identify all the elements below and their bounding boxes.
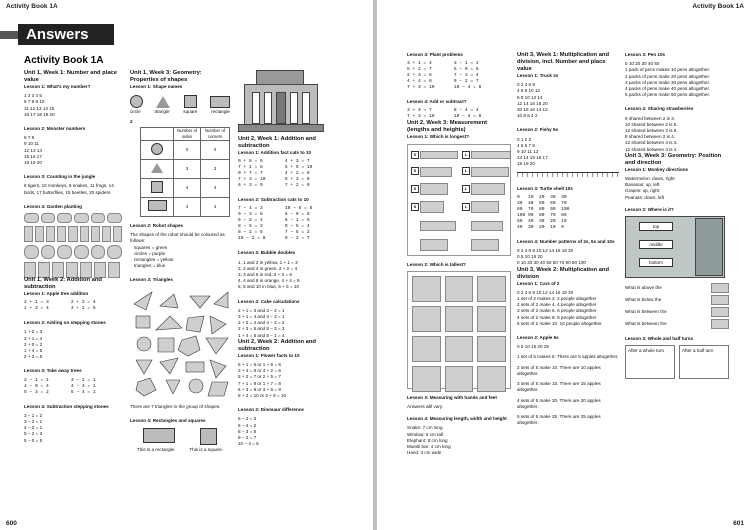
- answer-row: Window: 6 cm tall: [407, 431, 443, 437]
- answer-row: 6 + 3 = 9 7 + 2 = 9: [238, 183, 310, 189]
- item-image: [477, 276, 506, 302]
- answer-row: 0 10 20 30 40 50: [625, 61, 660, 67]
- answer-list: [238, 159, 340, 189]
- answer-row: 1, 1 and 2 in yellow, 1 + 1 = 2: [238, 259, 298, 265]
- answer-row: 1 pack of pens makes 10 pens altogether.: [625, 67, 711, 73]
- lesson-title: Lesson 1: Monkey directions: [625, 166, 689, 172]
- answer-row: 8 − 2 = 6 7 − 5 = 2: [238, 230, 310, 236]
- answer-row: 0 2 4 6 8 10 12 14 16 18 20: [517, 248, 574, 254]
- answer-row: 5 sets of 5 make 25. There are 25 apples altogether.: [517, 413, 601, 426]
- answer-row: 3 sets of 2 make 6. 6 people altogether: [517, 308, 597, 314]
- rectangle-icon: [143, 428, 175, 443]
- answer-row: 4 5 6 7 8: [517, 142, 535, 148]
- answer-row: 2 − 1 = 1 3 − 2 = 1: [24, 377, 96, 383]
- answer-row: 6 − 4 = 2: [238, 422, 257, 428]
- answer-list: [24, 93, 122, 118]
- answer-row: 7 + 1 = 8 or 1 + 7 = 8: [238, 380, 281, 386]
- answer-list: [24, 329, 122, 360]
- running-head-right: Activity Book 1A: [692, 3, 744, 10]
- lesson-title: Lesson 1: Addition fact cats to 10: [238, 150, 312, 155]
- answer-mark: L: [462, 203, 470, 211]
- answer-row: 15 16 17: [24, 153, 42, 159]
- answer-picture: [711, 295, 729, 305]
- lesson-title: Lesson 2: Where is it?: [625, 206, 674, 212]
- answer-text: 6 tigers, 10 monkeys, 8 snakes, 11 frogs, 14 birds, 17 butterflies, 15 beetles, 20 spiders: [24, 183, 114, 195]
- shape-name: square: [183, 109, 198, 115]
- answer-row: 6 + 3 = 9 or 3 + 6 = 9: [238, 386, 281, 392]
- item-image: [445, 336, 474, 362]
- lesson-title: Lesson 2: Apple 5s: [517, 335, 559, 341]
- answer-picture: [711, 319, 729, 329]
- answer-list: [517, 195, 619, 231]
- question-row: [625, 282, 729, 294]
- answer-row: Elephant: 8 cm long: [407, 437, 448, 443]
- answer-row: 3 packs of pens make 30 pens altogether.: [625, 79, 711, 85]
- answers-banner: Answers: [18, 24, 114, 45]
- answer-row: 10 shared between 2 is 5.: [625, 121, 678, 127]
- answer-row: 5 − 2 = 3: [238, 416, 257, 422]
- lesson-title: Lesson 3: Whole and half turns: [625, 336, 694, 342]
- answer-mark: S: [411, 203, 419, 211]
- item-image: [412, 306, 441, 332]
- unit-heading: Unit 3, Week 2: Multiplication and division: [517, 266, 610, 280]
- circle-icon: [151, 143, 163, 155]
- answer-row: 0 + 6 = 6 4 + 3 = 7: [238, 159, 310, 165]
- rect-square-captions: [130, 447, 230, 453]
- answer-row: 9 − 3 = 6 8 − 0 = 8: [238, 212, 310, 218]
- table-row: 3 3: [141, 160, 230, 179]
- caption: This is a square.: [189, 447, 224, 453]
- answer-row: 5 − 2 = 3: [24, 431, 43, 437]
- lesson-title: Lesson 2: Subtraction cats to 10: [238, 197, 309, 203]
- list-item: triangles = blue: [134, 263, 166, 269]
- unit-heading: Unit 1, Week 3: Geometry: Properties of shapes: [130, 70, 202, 83]
- answer-row: 1 + 4 = 5 and 5 − 1 = 4: [238, 332, 285, 338]
- lesson-title: Lesson 2: Fishy 5s: [517, 127, 559, 133]
- item-image: [420, 201, 444, 213]
- answer-row: 2 + 1 = 3 and 3 − 2 = 1: [238, 307, 285, 313]
- answer-row: 6 shared between 2 is 3.: [625, 115, 676, 121]
- lesson-title: Lesson 4: Add or subtract?: [407, 99, 467, 105]
- item-image: [420, 221, 456, 231]
- answer-list: [238, 416, 340, 447]
- item-image: [420, 167, 452, 177]
- answer-row: 10 8 6 4 2: [517, 113, 538, 119]
- question-text: What is below the: [625, 296, 662, 302]
- turn-label: After a half turn: [682, 348, 714, 354]
- answer-row: 20 18 16 14 12: [517, 107, 548, 113]
- item-image: [412, 276, 441, 302]
- lesson-title: Lesson 4: Measuring length, width and height: [407, 416, 507, 422]
- question-text: What is between the: [625, 320, 667, 326]
- lesson-title: Lesson 1: Which is longest?: [407, 134, 470, 140]
- answer-row: 30 40 50 60 70: [517, 200, 567, 206]
- page-number-right: 601: [733, 520, 744, 527]
- item-image: [471, 183, 505, 195]
- answer-row: 50 40 30 20 10: [517, 218, 567, 224]
- answer-row: 18 19 20: [24, 160, 42, 166]
- answer-row: 2 + 3 = 5 7 − 3 = 4: [407, 73, 479, 79]
- unit-heading: Unit 3, Week 1: Multiplication and division, incl. Number and place value: [517, 52, 610, 72]
- item-image: [471, 221, 503, 231]
- answer-list: [517, 82, 619, 119]
- banner-accent-bar: [0, 31, 18, 39]
- circle-icon: [130, 95, 143, 108]
- lesson-title: Lesson 1: Truck 2s: [517, 73, 559, 78]
- answer-list: [24, 135, 122, 166]
- answer-mark: L: [462, 185, 470, 193]
- answer-list: [625, 176, 729, 201]
- answer-list: [24, 300, 122, 312]
- lesson-title: Lesson 4: Rectangles and squares: [130, 418, 206, 424]
- list-item: squares = green: [134, 244, 168, 250]
- answer-row: Hand: 3 cm wide: [407, 450, 442, 456]
- turn-panel: [679, 345, 729, 379]
- lesson-title: Lesson 1: Shape names: [130, 84, 183, 89]
- tallest-items-image: [407, 271, 511, 389]
- item-label: 2: [130, 119, 133, 125]
- answer-list: [407, 108, 511, 120]
- answer-mark: S: [411, 185, 419, 193]
- answer-row: 6 7 8: [24, 135, 35, 141]
- answer-row: 7 + 3 = 10 10 − 4 = 6: [407, 114, 482, 120]
- answer-row: 12 shared between 3 is 4.: [625, 146, 678, 152]
- answer-row: 7 + 3 = 10 5 + 3 = 8: [238, 177, 310, 183]
- answer-list: [517, 290, 619, 327]
- answer-picture: [711, 283, 729, 293]
- answer-row: 0 1 2 3: [517, 136, 532, 142]
- answer-row: 2 + 2 = 4 and 4 − 2 = 2: [238, 320, 285, 326]
- rectangle-icon: [210, 96, 230, 108]
- answer-row: 16 17 18 19 20: [24, 111, 55, 117]
- lesson-title: Lesson 1: Cars of 2: [517, 280, 560, 286]
- list-item: circles = purple: [134, 250, 166, 256]
- answer-row: 3 + 1 = 4 and 4 − 3 = 1: [238, 314, 285, 320]
- answer-row: 5 + 1 = 6 or 1 + 5 = 6: [238, 362, 281, 368]
- lesson-title: Lesson 3: Counting in the jungle: [24, 174, 96, 180]
- lesson-title: Lesson 3: Plant problems: [407, 52, 463, 57]
- answer-row: 2 + 3 = 5: [24, 354, 43, 360]
- answer-row: 8 − 5 = 3 9 − 5 = 4: [238, 224, 310, 230]
- answer-row: 1 set of 2 makes 2. 2 people altogether: [517, 296, 597, 302]
- lesson-title: Lesson 1: Flower facts to 10: [238, 352, 300, 358]
- answer-row: 4 packs of pens make 40 pens altogether.: [625, 86, 711, 92]
- unit-heading: Unit 1, Week 1: Number and place value: [24, 70, 117, 83]
- lesson-title: Lesson 2: Robot shapes: [130, 223, 184, 229]
- answer-list: [238, 308, 340, 339]
- answer-row: 4 6 8 10 12: [517, 88, 540, 94]
- square-icon: [151, 181, 163, 193]
- answer-list: [24, 378, 122, 396]
- answer-row: 12 shared between 2 is 6.: [625, 128, 678, 134]
- answer-row: 0 2 4 6 8 10 12 14 16 18 20: [517, 289, 574, 295]
- shape-name: circle: [130, 109, 141, 115]
- answer-row: 5 sets of 2 make 10. 10 people altogether: [517, 320, 602, 326]
- unit-heading: Unit 3, Week 3: Geometry: Position and direction: [625, 152, 722, 166]
- answer-row: 11 12 13 14 15: [24, 105, 55, 111]
- lesson-title: Lesson 2: Dinosaur difference: [238, 407, 304, 413]
- answer-row: 8 + 2 = 10 or 2 + 8 = 10: [238, 393, 287, 399]
- answer-row: Peanuts: down, left: [625, 194, 665, 200]
- answer-row: 5 − 3 = 2 5 − 4 = 1: [24, 389, 96, 395]
- answer-text: Answers will vary.: [407, 404, 444, 410]
- answer-mark: S: [411, 151, 419, 159]
- lesson-title: Lesson 1: What's my number?: [24, 84, 91, 89]
- rectangle-icon: [148, 200, 167, 211]
- table-row: 4 4: [141, 179, 230, 198]
- answer-row: 6 − 2 = 4 6 − 1 = 5: [238, 218, 310, 224]
- answer-row: Watermelon: down, right: [625, 176, 675, 182]
- answer-list: [625, 116, 729, 153]
- right-column-2: [517, 52, 619, 426]
- shape-names-row: [130, 109, 230, 115]
- answer-row: 4 − 3 = 1: [24, 425, 43, 431]
- question-text: What is between the: [625, 308, 667, 314]
- answer-text: There are 7 triangles in the group of shapes.: [130, 403, 221, 409]
- answer-list: [407, 61, 511, 91]
- answer-text: The shapes of the robot should be coloured as follows:: [130, 232, 225, 244]
- answer-row: 9 10 11: [24, 141, 39, 147]
- answer-row: 0 + 7 = 7 4 + 2 = 6: [238, 171, 310, 177]
- lesson-title: Lesson 4: Sharing strawberries: [625, 106, 694, 112]
- square-icon: [200, 428, 217, 445]
- answer-row: Grapes: up, right: [625, 188, 660, 194]
- unit-heading: Unit 1, Week 2: Addition and subtraction: [24, 277, 102, 291]
- lesson-title: Lesson 2: Adding on stepping stones: [24, 320, 106, 326]
- question-row: [625, 306, 729, 318]
- item-image: [420, 239, 448, 251]
- item-image: [412, 336, 441, 362]
- shape-properties-table: [140, 127, 230, 217]
- answer-mark: L: [462, 167, 470, 175]
- lesson-title: Lesson 2: Which is tallest?: [407, 261, 466, 267]
- answer-row: Bananas: up, left: [625, 182, 660, 188]
- answer-row: 0 5 10 15 20: [517, 254, 543, 260]
- book-title: Activity Book 1A: [24, 55, 104, 66]
- lesson-title: Lesson 3: Measuring with hands and feet: [407, 394, 497, 400]
- turn-panel: [625, 345, 675, 379]
- answer-row: 5 − 0 = 5: [24, 437, 43, 443]
- answer-row: 3 + 1 = 4: [24, 335, 43, 341]
- table-header: Number of sides: [174, 127, 201, 140]
- answer-row: 1 + 4 = 5: [24, 348, 43, 354]
- item-image: [471, 201, 499, 213]
- answer-row: 3 sets of 5 make 15. There are 15 apples altogether.: [517, 381, 601, 393]
- answer-row: Muesli bar: 4 cm long: [407, 444, 451, 450]
- answer-list: [625, 67, 729, 98]
- answer-row: 40 30 20 10 0: [517, 224, 564, 230]
- table-header: Number of corners: [201, 127, 230, 140]
- lesson-title: Lesson 4: Cake calculations: [238, 298, 300, 304]
- triangle-icon: [151, 163, 163, 173]
- item-image: [477, 366, 506, 392]
- answer-row: 3 − 1 = 2: [24, 412, 43, 418]
- question-row: [625, 294, 729, 306]
- shape-name: triangle: [154, 109, 170, 115]
- right-column-1: [407, 52, 511, 456]
- answer-row: 5 + 2 = 7 5 − 0 = 5: [407, 67, 479, 73]
- answer-list: [517, 248, 619, 267]
- answer-row: 2 sets of 5 make 10. There are 10 apples altogether.: [517, 364, 601, 376]
- answer-row: 1 set of 5 makes 5. There are 5 apples altogether.: [517, 354, 619, 360]
- answer-row: 1 + 3 = 4 3 + 2 = 5: [24, 306, 96, 312]
- answer-row: 8 shared between 2 is 4.: [625, 134, 676, 140]
- left-column-1: [24, 70, 122, 444]
- item-image: [412, 366, 441, 392]
- answer-row: 3, 3 and 6 in red, 3 + 3 = 6: [238, 272, 292, 278]
- answer-row: 2 sets of 2 make 4. 4 people altogether: [517, 302, 597, 308]
- answer-row: 2 + 0 = 2: [24, 341, 43, 347]
- fridge-label: top: [639, 222, 673, 231]
- square-icon: [184, 95, 197, 108]
- lesson-title: Lesson 4: Subtraction stepping stones: [24, 403, 109, 409]
- answer-row: 9 10 11 12: [517, 149, 539, 155]
- item-image: [471, 167, 509, 177]
- item-image: [471, 151, 511, 159]
- question-text: What is above the: [625, 284, 662, 290]
- lesson-title: Lesson 3: Turtle shell 10s: [517, 185, 573, 191]
- running-head-left: Activity Book 1A: [6, 3, 58, 10]
- answer-row: 0 10 20 30 40 50 60 70 80 90 100: [517, 260, 586, 266]
- building-illustration: [238, 70, 322, 132]
- answer-row: 12 13 14: [24, 147, 42, 153]
- answer-row: 3 − 2 = 1: [24, 419, 43, 425]
- number-line: [517, 172, 619, 182]
- item-image: [445, 306, 474, 332]
- answer-row: 9 − 2 = 7: [238, 435, 257, 441]
- answer-row: 12 14 16 18 20: [517, 100, 548, 106]
- unit-heading: Unit 2, Week 3: Measurement (lengths and heights): [407, 120, 488, 134]
- answer-row: 4 sets of 5 make 20. There are 20 apples altogether.: [517, 397, 601, 409]
- list-item: rectangles = yellow: [134, 257, 174, 263]
- answer-row: 1 + 2 = 3: [24, 329, 43, 335]
- answer-mark: S: [411, 167, 419, 175]
- answer-row: 18 19 20: [517, 161, 535, 167]
- unit-heading: Unit 2, Week 2: Addition and subtraction: [238, 338, 316, 352]
- answer-row: 4, 4 and 8 in orange, 4 + 4 = 8: [238, 278, 300, 284]
- left-page: [0, 0, 373, 530]
- table-row: 4 4: [141, 198, 230, 217]
- answer-row: 3 + 4 = 7 8 − 4 = 4: [407, 108, 479, 114]
- longest-items-image: [407, 144, 511, 256]
- triangles-group-image: [130, 286, 230, 402]
- answer-list: [238, 206, 340, 242]
- answer-row: 5 + 2 = 7 or 2 + 5 = 7: [238, 374, 281, 380]
- right-column-3: [625, 52, 729, 379]
- answer-row: 7 − 4 = 3 10 − 5 = 5: [238, 206, 313, 212]
- garden-planting-image: [24, 213, 122, 277]
- answer-list: [517, 137, 619, 168]
- answer-row: 13 14 15 16 17: [517, 155, 548, 161]
- table-row: 0 0: [141, 141, 230, 160]
- answer-row: 2 packs of pens make 20 pens altogether.: [625, 73, 711, 79]
- item-image: [477, 306, 506, 332]
- answer-row: 5, 5 and 10 in blue, 5 + 5 = 10: [238, 284, 300, 290]
- answer-row: Snake: 7 cm long: [407, 425, 443, 431]
- answer-row: 2 + 1 = 3 2 + 2 = 4: [24, 300, 96, 306]
- answer-row: 1 2 3 4 5: [24, 93, 42, 99]
- caption: This is a rectangle.: [136, 447, 176, 453]
- answer-row: 0 2 4 6 8: [517, 82, 535, 88]
- answer-row: 4 sets of 2 make 8. 8 people altogether: [517, 314, 597, 320]
- answer-row: 0 5 10 15 20 25: [517, 344, 549, 350]
- lesson-title: Lesson 3: Pen 10s: [625, 52, 666, 57]
- answer-row: 2 + 3 = 5 and 5 − 3 = 2: [238, 326, 285, 332]
- answer-row: 7 + 3 = 10 10 − 4 = 6: [407, 85, 482, 91]
- item-image: [445, 366, 474, 392]
- lesson-title: Lesson 4: Number patterns of 2s, 5s and 10s: [517, 238, 615, 244]
- fridge-image: [625, 216, 729, 278]
- answer-row: 3 + 1 = 4 3 − 1 = 2: [407, 61, 479, 67]
- answer-row: 6 7 8 9 10: [24, 99, 45, 105]
- answer-row: 10 − 2 = 8 9 − 2 = 7: [238, 236, 310, 242]
- answer-list: [407, 425, 511, 456]
- answer-row: 60 70 80 90 100: [517, 206, 570, 212]
- lesson-title: Lesson 1: Apple tree addition: [24, 291, 89, 297]
- answer-row: 10 − 4 = 6: [238, 441, 259, 447]
- question-row: [625, 318, 729, 330]
- answer-row: 5 packs of pens make 50 pens altogether.: [625, 92, 711, 98]
- answer-row: 0 10 20 30 40: [517, 194, 567, 200]
- shape-icons-row: [130, 94, 230, 108]
- answer-picture: [711, 307, 729, 317]
- item-image: [477, 336, 506, 362]
- answer-row: 7 + 1 = 8 5 + 5 = 10: [238, 165, 313, 171]
- lesson-title: Lesson 4: Garden planting: [24, 203, 82, 209]
- answer-row: 8 − 3 = 5: [238, 428, 257, 434]
- item-image: [445, 276, 474, 302]
- lesson-title: Lesson 3: Bubble doubles: [238, 250, 296, 256]
- unit-heading: Unit 2, Week 1: Addition and subtraction: [238, 136, 316, 149]
- answer-row: 4 − 0 = 4 4 − 3 = 1: [24, 383, 96, 389]
- answer-row: 6 8 10 12 14: [517, 94, 543, 100]
- fridge-label: bottom: [639, 258, 673, 267]
- answer-list: [24, 413, 122, 444]
- left-column-3: [238, 136, 340, 447]
- answer-row: 100 90 80 70 60: [517, 212, 567, 218]
- shape-name: rectangle: [211, 109, 230, 115]
- answer-row: 4 + 4 = 8 9 − 2 = 7: [407, 79, 479, 85]
- answer-mark: L: [462, 151, 470, 159]
- right-page: [377, 0, 750, 530]
- turns-image: [625, 345, 729, 379]
- page-number-left: 600: [6, 520, 17, 527]
- left-column-2: [130, 70, 230, 453]
- item-image: [420, 183, 448, 195]
- turn-label: After a whole turn: [628, 348, 665, 354]
- fridge-label: middle: [639, 240, 673, 249]
- lesson-title: Lesson 3: Triangles: [130, 277, 173, 283]
- fridge-questions: [625, 282, 729, 330]
- answer-list: [238, 260, 340, 291]
- rect-square-images: [130, 428, 230, 445]
- item-image: [420, 151, 458, 159]
- lesson-title: Lesson 3: Take away trees: [24, 368, 82, 374]
- item-image: [471, 239, 499, 251]
- triangle-icon: [156, 96, 170, 108]
- lesson-title: Lesson 2: Monster numbers: [24, 126, 86, 132]
- answer-list: [238, 362, 340, 399]
- answer-row: 2, 2 and 4 in green, 2 + 2 = 4: [238, 265, 297, 271]
- answer-row: 12 shared between 4 is 3.: [625, 140, 678, 146]
- answer-row: 2 + 4 = 6 or 4 + 2 = 6: [238, 368, 281, 374]
